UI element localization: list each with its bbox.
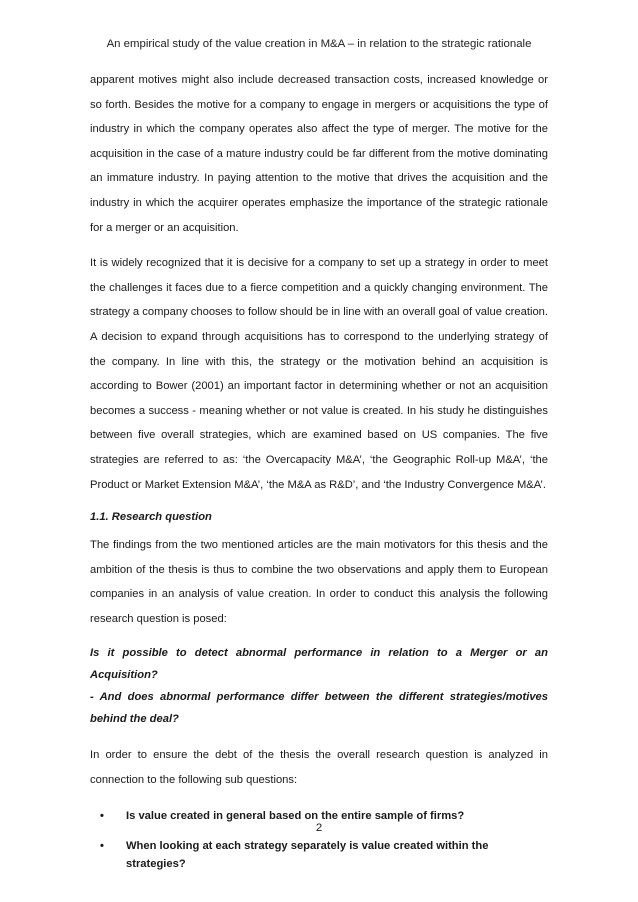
paragraph-strategy: It is widely recognized that it is decisive for a company to set up a strategy in order to meet the challenges it faces due to a fierce competition and a quickly changing environment. The strategy a company chooses to follow should be in line with an overall goal of value creation. A decision to expand through acquisitions has to correspond to the underlying strategy of the company. In line with this, the strategy or the motivation behind an acquisition is according to Bower (2001) an important factor in determining whether or not an acquisition becomes a success - meaning whether or not value is created. In his study he distinguishes between five overall strategies, which are examined based on US companies. The five strategies are referred to as: ‘the Overcapacity M&A’, ‘the Geographic Roll-up M&A’, ‘the Product or Market Extension M&A’, ‘the M&A as R&D’, and ‘the Industry Convergence M&A’. <box>90 257 548 491</box>
paragraph-research-intro: The findings from the two mentioned articles are the main motivators for this thesis and the ambition of the thesis is thus to combine the two observations and apply them to European companies in an analysis of value creation. In order to conduct this analysis the following research question is posed: <box>90 539 548 625</box>
bullet-icon: • <box>100 809 104 822</box>
paragraph-motives: apparent motives might also include decreased transaction costs, increased knowledge or so forth. Besides the motive for a company to engage in mergers or acquisitions the type of industry in which the company operates also affect the type of merger. The motive for the acquisition in the case of a mature industry could be far different from the motive dominating an immature industry. In paying attention to the motive that drives the acquisition and the industry in which the acquirer operates emphasize the importance of the strategic rationale for a merger or an acquisition. <box>90 74 548 234</box>
section-heading-research-question: 1.1. Research question <box>90 511 212 524</box>
research-subquestion: - And does abnormal performance differ between the different strategies/motives behind the deal? <box>90 691 548 726</box>
list-item <box>90 837 548 873</box>
bullet-icon: • <box>100 839 104 852</box>
page-number: 2 <box>315 822 323 834</box>
paragraph-sub-questions-intro: In order to ensure the debt of the thesis the overall research question is analyzed in connection to the following sub questions: <box>90 749 548 787</box>
page-content <box>90 68 548 885</box>
sub-question-text: When looking at each strategy separately is value created within the strategies? <box>126 839 489 870</box>
running-header: An empirical study of the value creation in M&A – in relation to the strategic rationale <box>106 38 532 50</box>
research-question: Is it possible to detect abnormal performance in relation to a Merger or an Acquisition? <box>90 647 548 682</box>
research-question-block <box>90 642 548 730</box>
sub-question-text: Is value created in general based on the entire sample of firms? <box>126 809 465 822</box>
sub-questions-list <box>90 807 548 873</box>
